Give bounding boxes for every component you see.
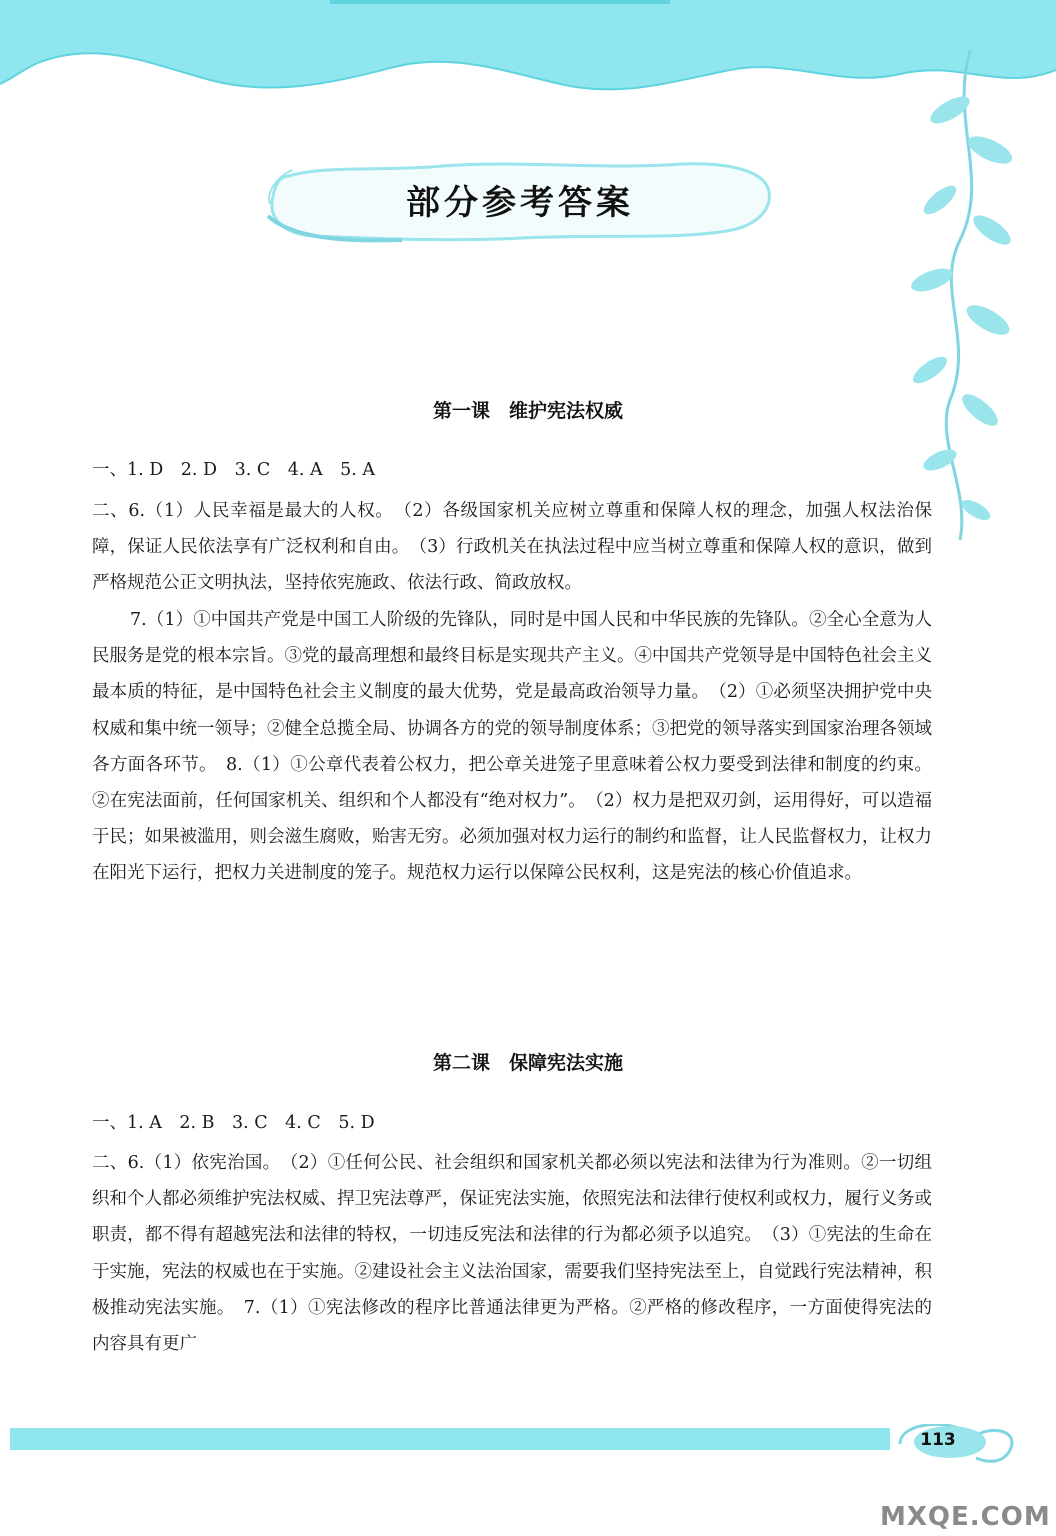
page-title: 部分参考答案	[406, 183, 634, 223]
lesson-2-choice-answers: 一、1. A 2. B 3. C 4. C 5. D	[92, 1113, 375, 1133]
lesson-2-questions-6-7: 二、6.（1）依宪治国。 （2）①任何公民、社会组织和国家机关都必须以宪法和法律为行为准则。②一切组织和个人都必须维护宪法权威、捍卫宪法尊严，保证宪法实施，依照宪法和法律行使权利或权力，履行义务或职责，都不得有超越宪法和法律的特权，一切违反宪法和法律的行为都必须予以追究。 （3）①宪法的生命在于实施，宪法的权威也在于实施。②建设社会主义法治国家，需要我们坚持宪法至上，自觉践行宪法精神，积极推动宪法实施。 7.（1）①宪法修改的程序比普通法律更为严格。②严格的修改程序，一方面使得宪法的内容具有更广	[92, 1153, 932, 1355]
lesson-1-choice-answers: 一、1. D 2. D 3. C 4. A 5. A	[92, 460, 376, 480]
lesson-1-questions-7-8: 7.（1）①中国共产党是中国工人阶级的先锋队，同时是中国人民和中华民族的先锋队。②全心全意为人民服务是党的根本宗旨。③党的最高理想和最终目标是实现共产主义。④中国共产党领导是中国特色社会主义最本质的特征，是中国特色社会主义制度的最大优势，党是最高政治领导力量。 （2）①必须坚决拥护党中央权威和集中统一领导；②健全总揽全局、协调各方的党的领导制度体系；③把党的领导落实到国家治理各领域各方面各环节。 8.（1）①公章代表着公权力，把公章关进笼子里意味着公权力要受到法律和制度的约束。②在宪法面前，任何国家机关、组织和个人都没有“绝对权力”。 （2）权力是把双刃剑，运用得好，可以造福于民；如果被滥用，则会滋生腐败，贻害无穷。必须加强对权力运行的制约和监督，让人民监督权力，让权力在阳光下运行，把权力关进制度的笼子。规范权力运行以保障公民权利，这是宪法的核心价值追求。	[92, 610, 932, 884]
lesson-1-question-6: 二、6.（1）人民幸福是最大的人权。 （2）各级国家机关应树立尊重和保障人权的理念，加强人权法治保障，保证人民依法享有广泛权利和自由。 （3）行政机关在执法过程中应当树立尊重和保障人权的意识，做到严格规范公正文明执法，坚持依宪施政、依法行政、简政放权。	[92, 501, 932, 594]
page-number: 113	[920, 1430, 956, 1450]
watermark-text: MXQE.COM	[880, 1502, 1051, 1532]
lesson-2-title: 第二课 保障宪法实施	[432, 1052, 623, 1074]
lesson-1-title: 第一课 维护宪法权威	[432, 400, 623, 422]
